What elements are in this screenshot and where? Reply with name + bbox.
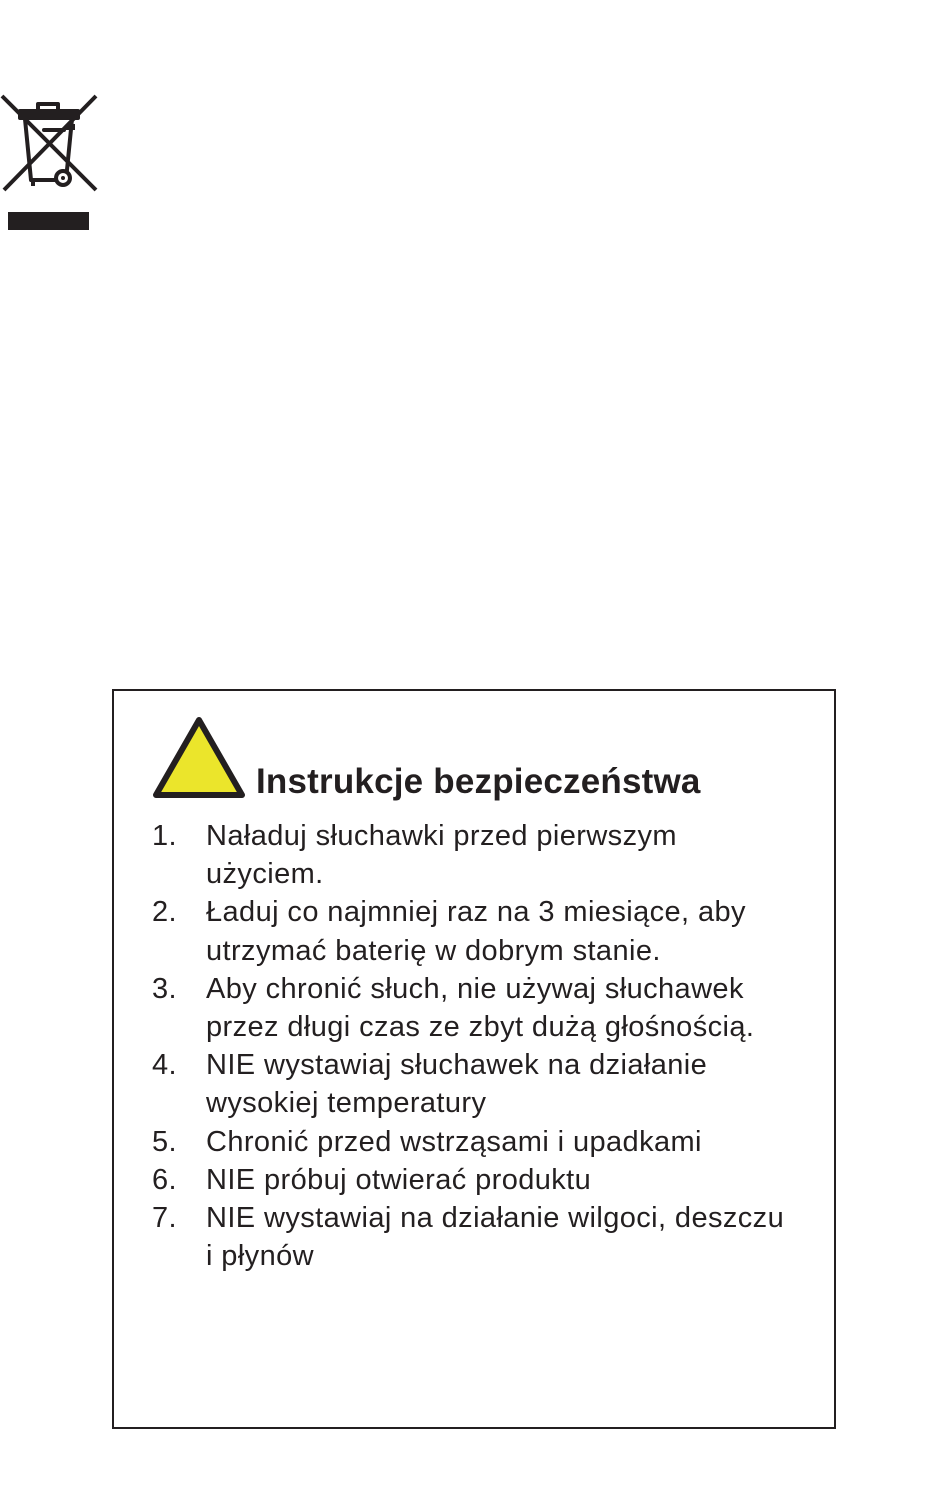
list-item [152, 1046, 792, 1122]
list-item-text: NIE wystawiaj słuchawek na działanie wysokiej temperatury [206, 1049, 708, 1120]
list-item-text: Naładuj słuchawki przed pierwszym użyciem. [206, 820, 677, 891]
safety-instructions-box [112, 689, 836, 1429]
list-item-number: 3. [152, 972, 177, 1005]
list-item-text: Ładuj co najmniej raz na 3 miesiące, aby utrzymać baterię w dobrym stanie. [206, 896, 746, 967]
list-item [152, 1123, 792, 1161]
crossed-out-wheelie-bin-icon [0, 94, 98, 234]
list-item [152, 1199, 792, 1275]
list-item-number: 4. [152, 1049, 177, 1082]
list-item [152, 1161, 792, 1199]
list-item-number: 1. [152, 820, 177, 852]
list-item-number: 6. [152, 1163, 177, 1196]
list-item-number: 5. [152, 1125, 177, 1158]
safety-list [152, 817, 792, 1275]
list-item-text: Aby chronić słuch, nie używaj słuchawek przez długi czas ze zbyt dużą głośnością. [206, 972, 755, 1044]
warning-triangle-icon [152, 715, 246, 801]
safety-heading: Instrukcje bezpieczeństwa [256, 762, 701, 801]
list-item-text: Chronić przed wstrząsami i upadkami [206, 1125, 702, 1158]
list-item-number: 7. [152, 1202, 177, 1235]
list-item [152, 817, 792, 893]
list-item-text: NIE wystawiaj na działanie wilgoci, deszczu i płynów [206, 1202, 785, 1273]
list-item [152, 970, 792, 1046]
list-item [152, 893, 792, 969]
list-item-text: NIE próbuj otwierać produktu [206, 1163, 592, 1196]
list-item-number: 2. [152, 896, 177, 929]
